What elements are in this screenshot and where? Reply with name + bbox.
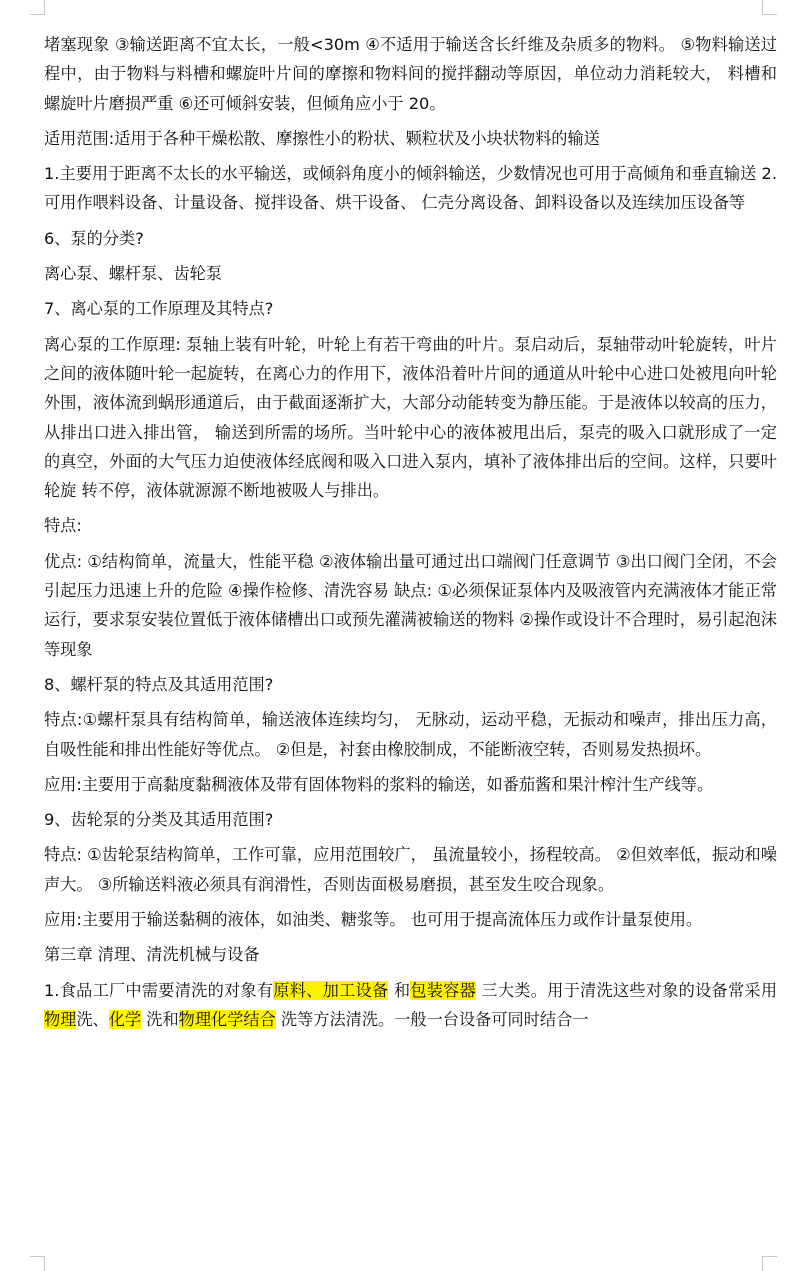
chapter-3-intro (44, 976, 777, 1035)
text-run: 1.食品工厂中需要清洗的对象有 (44, 980, 274, 1000)
answer-8-application: 应用:主要用于高黏度黏稠液体及带有固体物料的浆料的输送，如番茄酱和果汁榨汁生产线等。 (44, 774, 714, 794)
question-6: 6、泵的分类? (44, 228, 144, 248)
highlighted-text: 物理 (44, 1009, 77, 1029)
text-run: 和 (388, 980, 411, 1000)
answer-9-features: 特点: ①齿轮泵结构简单，工作可靠，应用范围较广， 虽流量较小，扬程较高。 ②但效率低，振动和噪声大。 ③所输送料液必须具有润滑性，否则齿面极易磨损，甚至发生咬合现象。 (44, 845, 777, 894)
paragraph-uses: 1.主要用于距离不太长的水平输送，或倾斜角度小的倾斜输送，少数情况也可用于高倾角和垂直输送 2.可用作喂料设备、计量设备、搅拌设备、烘干设备、 仁壳分离设备、卸料设备以及连续加压设备等 (44, 164, 777, 213)
document-body (44, 30, 777, 1040)
page-corner-mark (30, 0, 45, 15)
page-corner-mark (30, 1256, 45, 1271)
paragraph-scope: 适用范围:适用于各种干燥松散、摩擦性小的粉状、颗粒状及小块状物料的输送 (44, 128, 600, 148)
chapter-3-title: 第三章 清理、清洗机械与设备 (44, 945, 260, 965)
question-7: 7、离心泵的工作原理及其特点? (44, 299, 274, 319)
question-9: 9、齿轮泵的分类及其适用范围? (44, 810, 274, 830)
question-8: 8、螺杆泵的特点及其适用范围? (44, 674, 274, 694)
text-run: 洗等方法清洗。一般一台设备可同时结合一 (275, 1009, 589, 1029)
features-label: 特点: (44, 516, 82, 536)
text-run: 三大类。用于清洗这些对象的设备常采用 (476, 980, 778, 1000)
answer-7-features: 优点: ①结构简单，流量大，性能平稳 ②液体输出量可通过出口端阀门任意调节 ③出口阀门全闭，不会引起压力迅速上升的危险 ④操作检修、清洗容易 缺点: ①必须保证泵体内及吸液管内充满液体才能正常运行，要求泵安装位置低于液体储槽出口或预先灌满被输送的物料 ②操作或设计不合理时，易引起泡沫等现象 (44, 551, 777, 659)
text-run: 洗、 (76, 1009, 109, 1029)
highlighted-text: 原料、加工设备 (273, 980, 389, 1000)
highlighted-text: 物理化学结合 (178, 1009, 276, 1029)
highlighted-text: 化学 (108, 1009, 142, 1029)
highlighted-text: 包装容器 (410, 980, 477, 1000)
answer-6: 离心泵、螺杆泵、齿轮泵 (44, 264, 223, 284)
answer-9-application: 应用:主要用于输送黏稠的液体，如油类、糖浆等。 也可用于提高流体压力或作计量泵使用。 (44, 910, 703, 930)
page-corner-mark (762, 1256, 777, 1271)
paragraph-screw-conveyor-drawbacks: 堵塞现象 ③输送距离不宜太长，一般<30m ④不适用于输送含长纤维及杂质多的物料。 ⑤物料输送过程中，由于物料与料槽和螺旋叶片间的摩擦和物料间的搅拌翻动等原因，单位动力消耗较大， 料槽和螺旋叶片磨损严重 ⑥还可倾斜安装，但倾角应小于 20。 (44, 35, 777, 113)
page-corner-mark (762, 0, 777, 15)
answer-7-principle: 离心泵的工作原理: 泵轴上装有叶轮，叶轮上有若干弯曲的叶片。泵启动后，泵轴带动叶轮旋转，叶片之间的液体随叶轮一起旋转，在离心力的作用下，液体沿着叶片间的通道从叶轮中心进口处被甩向叶轮外围，液体流到蜗形通道后，由于截面逐渐扩大，大部分动能转变为静压能。于是液体以较高的压力，从排出口进入排出管， 输送到所需的场所。当叶轮中心的液体被甩出后，泵壳的吸入口就形成了一定的真空，外面的大气压力迫使液体经底阀和吸入口进入泵内，填补了液体排出后的空间。这样，只要叶轮旋 转不停，液体就源源不断地被吸人与排出。 (44, 334, 777, 501)
answer-8-features: 特点:①螺杆泵具有结构简单，输送液体连续均匀， 无脉动，运动平稳，无振动和噪声，排出压力高，自吸性能和排出性能好等优点。 ②但是，衬套由橡胶制成，不能断液空转，否则易发热损坏。 (44, 710, 777, 759)
text-run: 洗和 (141, 1009, 179, 1029)
